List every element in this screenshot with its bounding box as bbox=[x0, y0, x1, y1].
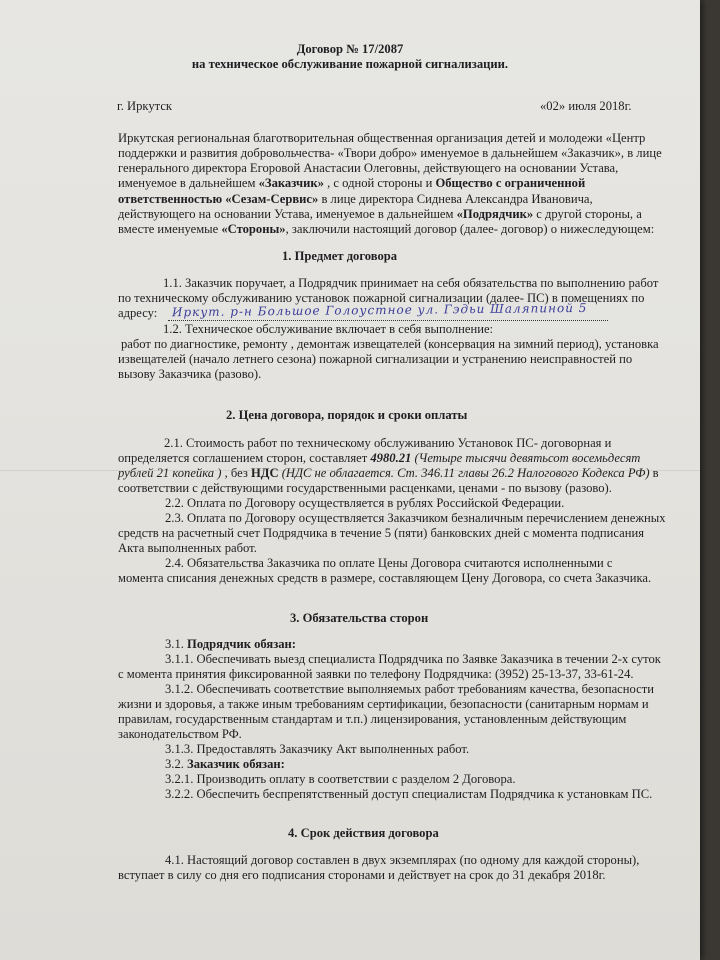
s2-line-6: 2.3. Оплата по Договору осуществляется Заказчиком безналичным перечислением денежных bbox=[165, 511, 666, 525]
contract-city: г. Иркутск bbox=[117, 99, 173, 113]
s2-line-10: момента списания денежных средств в размере, составляющем Цену Договора, со счета Заказчика. bbox=[118, 571, 652, 585]
s1-line-7: вызову Заказчика (разово). bbox=[118, 367, 262, 381]
s1-line-4: 1.2. Техническое обслуживание включает в себя выполнение: bbox=[163, 322, 494, 336]
section-3-heading: 3. Обязательства сторон bbox=[290, 611, 429, 625]
s1-line-1: 1.1. Заказчик поручает, а Подрядчик принимает на себя обязательства по выполнению работ bbox=[163, 276, 659, 290]
s2-line-4: соответствии с действующими государственными расценками, ценами - по вызову (разово). bbox=[118, 481, 612, 495]
s2-line-5: 2.2. Оплата по Договору осуществляется в рублях Российской Федерации. bbox=[165, 496, 565, 510]
s3-line-1: 3.1. Подрядчик обязан: bbox=[165, 637, 296, 651]
s3-line-11: 3.2.2. Обеспечить беспрепятственный доступ специалистам Подрядчика к установкам ПС. bbox=[165, 787, 653, 801]
contract-subtitle: на техническое обслуживание пожарной сигнализации. bbox=[191, 57, 509, 71]
s2-line-7: средств на расчетный счет Подрядчика в течение 5 (пяти) банковских дней с момента подписания bbox=[118, 526, 645, 540]
s1-line-6: извещателей (начало летнего сезона) пожарной сигнализации и устранению неисправностей по bbox=[118, 352, 633, 366]
s1-line-2: по техническому обслуживанию установок пожарной сигнализации (далее- ПС) в помещениях по bbox=[118, 291, 645, 305]
section-1-heading: 1. Предмет договора bbox=[282, 249, 398, 263]
intro-line-7: вместе именуемые «Стороны», заключили настоящий договор (далее- договор) о нижеследующем: bbox=[118, 222, 655, 236]
s3-line-3: с момента принятия фиксированной заявки по телефону Подрядчика: (3952) 25-13-37, 33-61-24. bbox=[118, 667, 634, 681]
s3-line-2: 3.1.1. Обеспечивать выезд специалиста Подрядчика по Заявке Заказчика в течении 2-х суток bbox=[165, 652, 661, 666]
s4-line-2: вступает в силу со дня его подписания сторонами и действует на срок до 31 декабря 2018г. bbox=[118, 868, 606, 882]
s3-line-4: 3.1.2. Обеспечивать соответствие выполняемых работ требованиям качества, безопасности bbox=[165, 682, 654, 696]
s2-line-1: 2.1. Стоимость работ по техническому обслуживанию Установок ПС- договорная и bbox=[164, 436, 612, 450]
s2-line-2: определяется соглашением сторон, составляет 4980.21 (Четыре тысячи девятьсот восемьдесят bbox=[118, 451, 641, 465]
intro-line-6: действующего на основании Устава, именуемое в дальнейшем «Подрядчик» с другой стороны, а bbox=[118, 207, 642, 221]
s3-line-9: 3.2. Заказчик обязан: bbox=[165, 757, 285, 771]
s1-line-5: работ по диагностике, ремонту , демонтаж извещателей (консервация на зимний период), установка bbox=[121, 337, 659, 351]
handwritten-address: Иркут. р-н Большое Голоустное ул. Гэдьи Шаляпиной 5 bbox=[171, 300, 588, 320]
s3-line-6: правилам, государственным стандартам и т.п.) лицензирования, установленным действующим bbox=[118, 712, 627, 726]
s2-line-9: 2.4. Обязательства Заказчика по оплате Цены Договора считаются исполненными с bbox=[165, 556, 613, 570]
intro-line-2: поддержки и развития добровольчества- «Твори добро» именуемое в дальнейшем «Заказчик», в лице bbox=[118, 146, 662, 160]
intro-line-1: Иркутская региональная благотворительная общественная организация детей и молодежи «Центр bbox=[118, 131, 646, 145]
s3-line-10: 3.2.1. Производить оплату в соответствии с разделом 2 Договора. bbox=[165, 772, 516, 786]
intro-line-4: именуемое в дальнейшем «Заказчик» , с одной стороны и Общество с ограниченной bbox=[118, 176, 586, 190]
contract-title: Договор № 17/2087 bbox=[296, 42, 404, 56]
s2-line-8: Акта выполненных работ. bbox=[118, 541, 257, 555]
section-2-heading: 2. Цена договора, порядок и сроки оплаты bbox=[226, 408, 468, 422]
s3-line-7: законодательством РФ. bbox=[118, 727, 242, 741]
s4-line-1: 4.1. Настоящий договор составлен в двух экземплярах (по одному для каждой стороны), bbox=[165, 853, 640, 867]
contract-date: «02» июля 2018г. bbox=[540, 99, 632, 113]
intro-line-3: генерального директора Егоровой Анастасии Олеговны, действующего на основании Устава, bbox=[118, 161, 619, 175]
s3-line-8: 3.1.3. Предоставлять Заказчику Акт выполненных работ. bbox=[165, 742, 470, 756]
s1-address-label: адресу: bbox=[118, 306, 158, 320]
contract-price: 4980.21 bbox=[370, 451, 412, 465]
s2-line-3: рублей 21 копейка ) , без НДС (НДС не облагается. Ст. 346.11 главы 26.2 Налогового Кодекса РФ) в bbox=[118, 466, 659, 480]
section-4-heading: 4. Срок действия договора bbox=[288, 826, 439, 840]
s3-line-5: жизни и здоровья, а также иным требованиям сертификации, безопасности (санитарным нормам и bbox=[118, 697, 649, 711]
intro-line-5: ответственностью «Сезам-Сервис» в лице директора Сиднева Александра Ивановича, bbox=[118, 192, 593, 206]
